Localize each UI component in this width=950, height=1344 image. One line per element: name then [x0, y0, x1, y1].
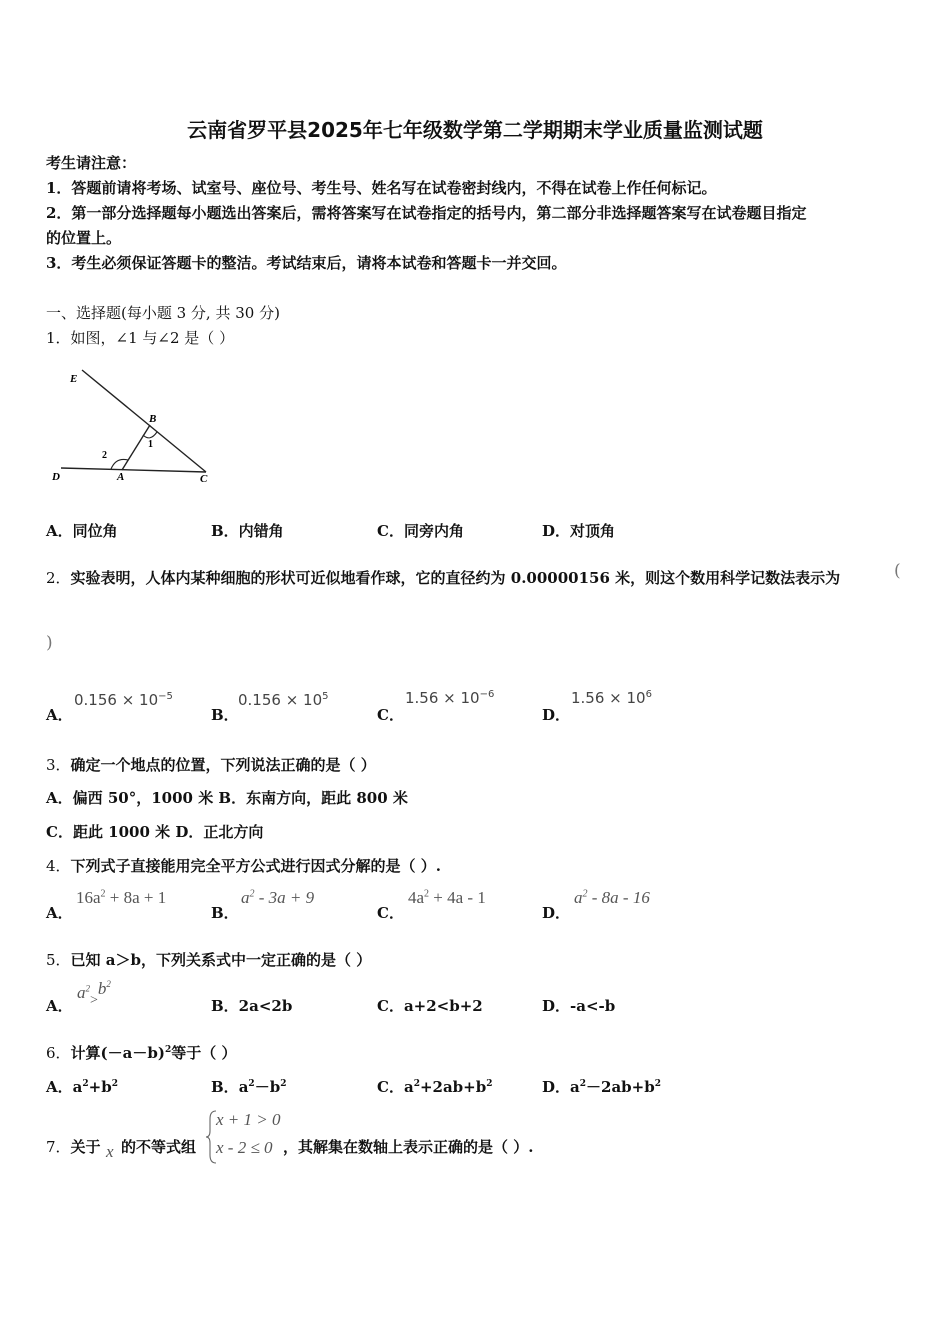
- line-EC: [82, 370, 206, 472]
- question-stem: 确定一个地点的位置，下列说法正确的是（ ）: [70, 756, 376, 774]
- option-b-value[interactable]: $0.156 \times 10^5$: [238, 691, 329, 709]
- option-a[interactable]: A．同位角: [46, 522, 118, 540]
- question-stem: 如图，∠1 与∠2 是（ ）: [70, 329, 235, 347]
- page-title: 云南省罗平县2025年七年级数学第二学期期末学业质量监测试题: [187, 118, 763, 142]
- angle-figure: [46, 362, 226, 492]
- option-b[interactable]: B．2a<2b: [211, 997, 293, 1015]
- line-AB: [122, 425, 150, 470]
- option-d[interactable]: D．$a^2-2ab+b^2$: [542, 1078, 661, 1096]
- question-stem: 已知 a＞b，下列关系式中一定正确的是（ ）: [70, 951, 372, 969]
- question-stem-post: ，其解集在数轴上表示正确的是（ ）.: [283, 1138, 534, 1156]
- option-a-value[interactable]: $a^2_>b^2$: [77, 979, 111, 1008]
- option-a-label[interactable]: A．: [46, 904, 73, 922]
- label-A: A: [117, 471, 125, 483]
- question-2: [46, 567, 840, 588]
- close-paren: ): [46, 633, 53, 653]
- label-angle-2: 2: [102, 450, 107, 461]
- option-b[interactable]: B．内错角: [211, 522, 284, 540]
- question-number: 5．: [46, 951, 71, 969]
- inequality-1: x + 1 > 0: [216, 1110, 281, 1129]
- question-6: 6．计算$(-a-b)^2$等于（ ）: [46, 1044, 237, 1062]
- option-a-label[interactable]: A．: [46, 706, 73, 724]
- option-c[interactable]: C．$a^2+2ab+b^2$: [377, 1078, 493, 1096]
- option-b[interactable]: B．$a^2-b^2$: [211, 1078, 287, 1096]
- inequality-2: x - 2 ≤ 0: [216, 1138, 273, 1157]
- option-c[interactable]: C．a+2<b+2: [377, 997, 483, 1015]
- question-stem: 下列式子直接能用完全平方公式进行因式分解的是（ ）.: [70, 857, 441, 875]
- question-stem-mid: 的不等式组: [121, 1138, 197, 1156]
- label-B: B: [149, 413, 157, 425]
- option-c-label[interactable]: C．: [377, 706, 404, 724]
- question-1: [46, 327, 234, 348]
- notice-heading: 考生请注意：: [46, 154, 137, 172]
- section-heading: 一、选择题(每小题 3 分, 共 30 分): [46, 304, 280, 322]
- option-a-value[interactable]: $0.156 \times 10^{-5}$: [74, 691, 173, 709]
- label-E: E: [70, 373, 78, 385]
- question-number: 4．: [46, 857, 71, 875]
- notice-item: 1．答题前请将考场、试室号、座位号、考生号、姓名写在试卷密封线内，不得在试卷上作任何标记。: [46, 179, 717, 197]
- question-number: 2．: [46, 569, 71, 587]
- question-5: [46, 949, 371, 970]
- option-c-value[interactable]: $1.56 \times 10^{-6}$: [405, 689, 495, 707]
- question-stem: 实验表明，人体内某种细胞的形状可近似地看作球，它的直径约为 0.00000156 米，则这个数用科学记数法表示为: [70, 569, 841, 587]
- option-a-value[interactable]: $16a^2 + 8a + 1$: [76, 888, 167, 907]
- option-b-value[interactable]: $a^2 - 3a + 9$: [241, 888, 315, 907]
- line-DC: [61, 468, 206, 472]
- option-d[interactable]: D．-a<-b: [542, 997, 616, 1015]
- options-line-1[interactable]: A．偏西 50°，1000 米 B．东南方向，距此 800 米: [46, 789, 408, 807]
- option-c-label[interactable]: C．: [377, 904, 404, 922]
- question-number: 6．: [46, 1044, 71, 1062]
- option-d[interactable]: D．对顶角: [542, 522, 616, 540]
- option-d-value[interactable]: $1.56 \times 10^6$: [571, 689, 652, 707]
- question-3: [46, 754, 376, 775]
- question-number: 3．: [46, 756, 71, 774]
- notice-item: 的位置上。: [46, 229, 122, 247]
- question-stem-pre: 关于: [70, 1138, 101, 1156]
- notice-item: 3．考生必须保证答题卡的整洁。考试结束后，请将本试卷和答题卡一并交回。: [46, 254, 567, 272]
- option-d-label[interactable]: D．: [542, 706, 571, 724]
- option-b-label[interactable]: B．: [211, 706, 239, 724]
- option-b-label[interactable]: B．: [211, 904, 239, 922]
- label-D: D: [52, 471, 60, 483]
- option-d-label[interactable]: D．: [542, 904, 571, 922]
- option-c[interactable]: C．同旁内角: [377, 522, 464, 540]
- option-c-value[interactable]: $4a^2 + 4a - 1$: [408, 888, 486, 907]
- notice-item: 2．第一部分选择题每小题选出答案后，需将答案写在试卷指定的括号内，第二部分非选择题答案写在试卷题目指定: [46, 204, 807, 222]
- variable-x: x: [106, 1142, 114, 1161]
- question-4: [46, 855, 441, 876]
- question-7: [46, 1136, 101, 1157]
- options-line-2[interactable]: C．距此 1000 米 D．正北方向: [46, 823, 264, 841]
- question-stem: 计算(－a－b): [70, 1044, 165, 1062]
- open-paren: (: [894, 561, 901, 581]
- option-a-label[interactable]: A．: [46, 997, 73, 1015]
- question-number: 1．: [46, 329, 71, 347]
- option-d-value[interactable]: $a^2 - 8a - 16$: [574, 888, 650, 907]
- question-number: 7．: [46, 1138, 71, 1156]
- label-angle-1: 1: [148, 439, 153, 450]
- label-C: C: [200, 473, 208, 485]
- option-a[interactable]: A．$a^2+b^2$: [46, 1078, 118, 1096]
